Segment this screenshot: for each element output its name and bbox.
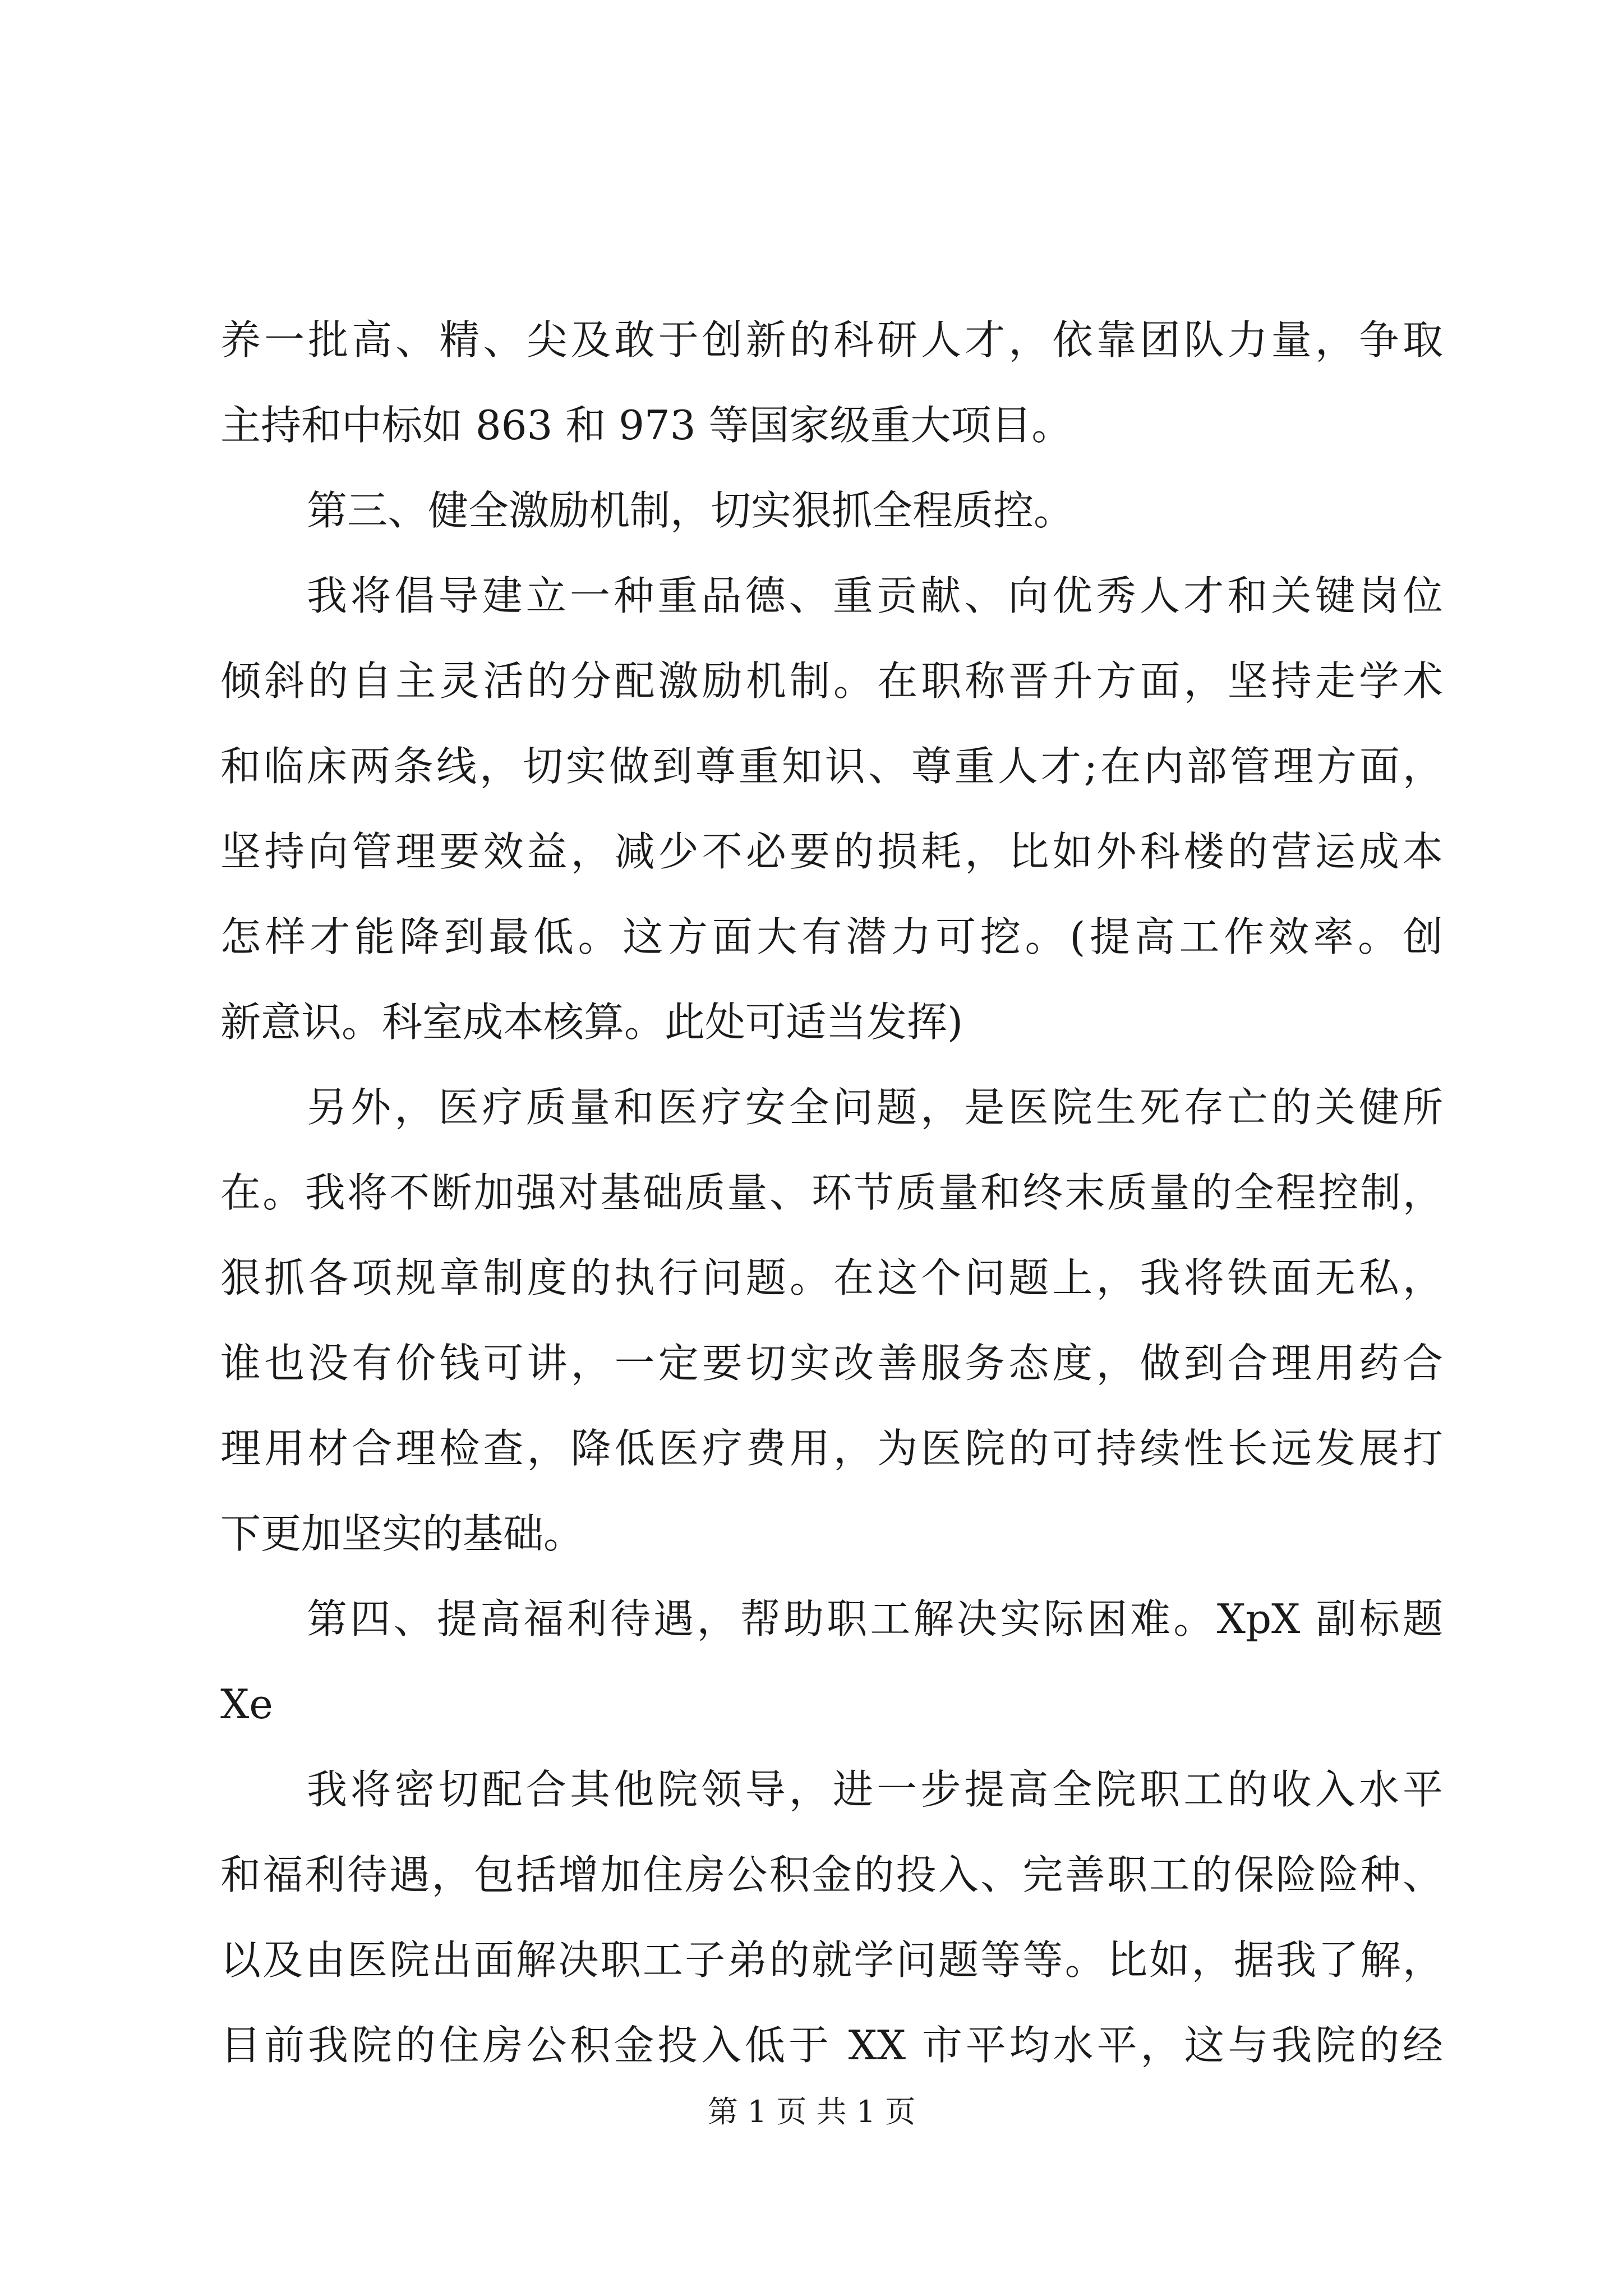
text-line: 第四、提高福利待遇，帮助职工解决实际困难。XpX 副标题 bbox=[307, 1595, 1443, 1642]
text-line: 新意识。科室成本核算。此处可适当发挥) bbox=[220, 999, 963, 1046]
text-line: 第三、健全激励机制，切实狠抓全程质控。 bbox=[307, 487, 1075, 534]
text-line: 主持和中标如 863 和 973 等国家级重大项目。 bbox=[220, 402, 1072, 449]
text-line: 谁也没有价钱可讲，一定要切实改善服务态度，做到合理用药合 bbox=[220, 1340, 1443, 1387]
text-line: 另外，医疗质量和医疗安全问题，是医院生死存亡的关健所 bbox=[307, 1084, 1443, 1131]
text-line: 养一批高、精、尖及敢于创新的科研人才，依靠团队力量，争取 bbox=[220, 316, 1443, 364]
text-line: 狠抓各项规章制度的执行问题。在这个问题上，我将铁面无私， bbox=[220, 1254, 1443, 1301]
text-line: 下更加坚实的基础。 bbox=[220, 1510, 584, 1557]
text-line: 我将密切配合其他院领导，进一步提高全院职工的收入水平 bbox=[307, 1766, 1443, 1813]
text-line: 以及由医院出面解决职工子弟的就学问题等等。比如，据我了解， bbox=[220, 1936, 1443, 1984]
text-line: 我将倡导建立一种重品德、重贡献、向优秀人才和关键岗位 bbox=[307, 572, 1443, 619]
text-line: 目前我院的住房公积金投入低于 XX 市平均水平，这与我院的经 bbox=[220, 2022, 1443, 2069]
text-line: 倾斜的自主灵活的分配激励机制。在职称晋升方面，坚持走学术 bbox=[220, 657, 1443, 705]
text-line: Xe bbox=[220, 1681, 273, 1728]
text-line: 理用材合理检查，降低医疗费用，为医院的可持续性长远发展打 bbox=[220, 1425, 1443, 1472]
text-line: 在。我将不断加强对基础质量、环节质量和终末质量的全程控制， bbox=[220, 1169, 1443, 1216]
text-line: 怎样才能降到最低。这方面大有潜力可挖。(提高工作效率。创 bbox=[220, 913, 1443, 960]
text-line: 和福利待遇，包括增加住房公积金的投入、完善职工的保险险种、 bbox=[220, 1851, 1443, 1898]
body-text bbox=[220, 297, 1443, 2088]
page-footer: 第 1 页 共 1 页 bbox=[707, 2094, 916, 2129]
text-line: 坚持向管理要效益，减少不必要的损耗，比如外科楼的营运成本 bbox=[220, 828, 1443, 875]
text-line: 和临床两条线，切实做到尊重知识、尊重人才;在内部管理方面， bbox=[220, 743, 1443, 790]
